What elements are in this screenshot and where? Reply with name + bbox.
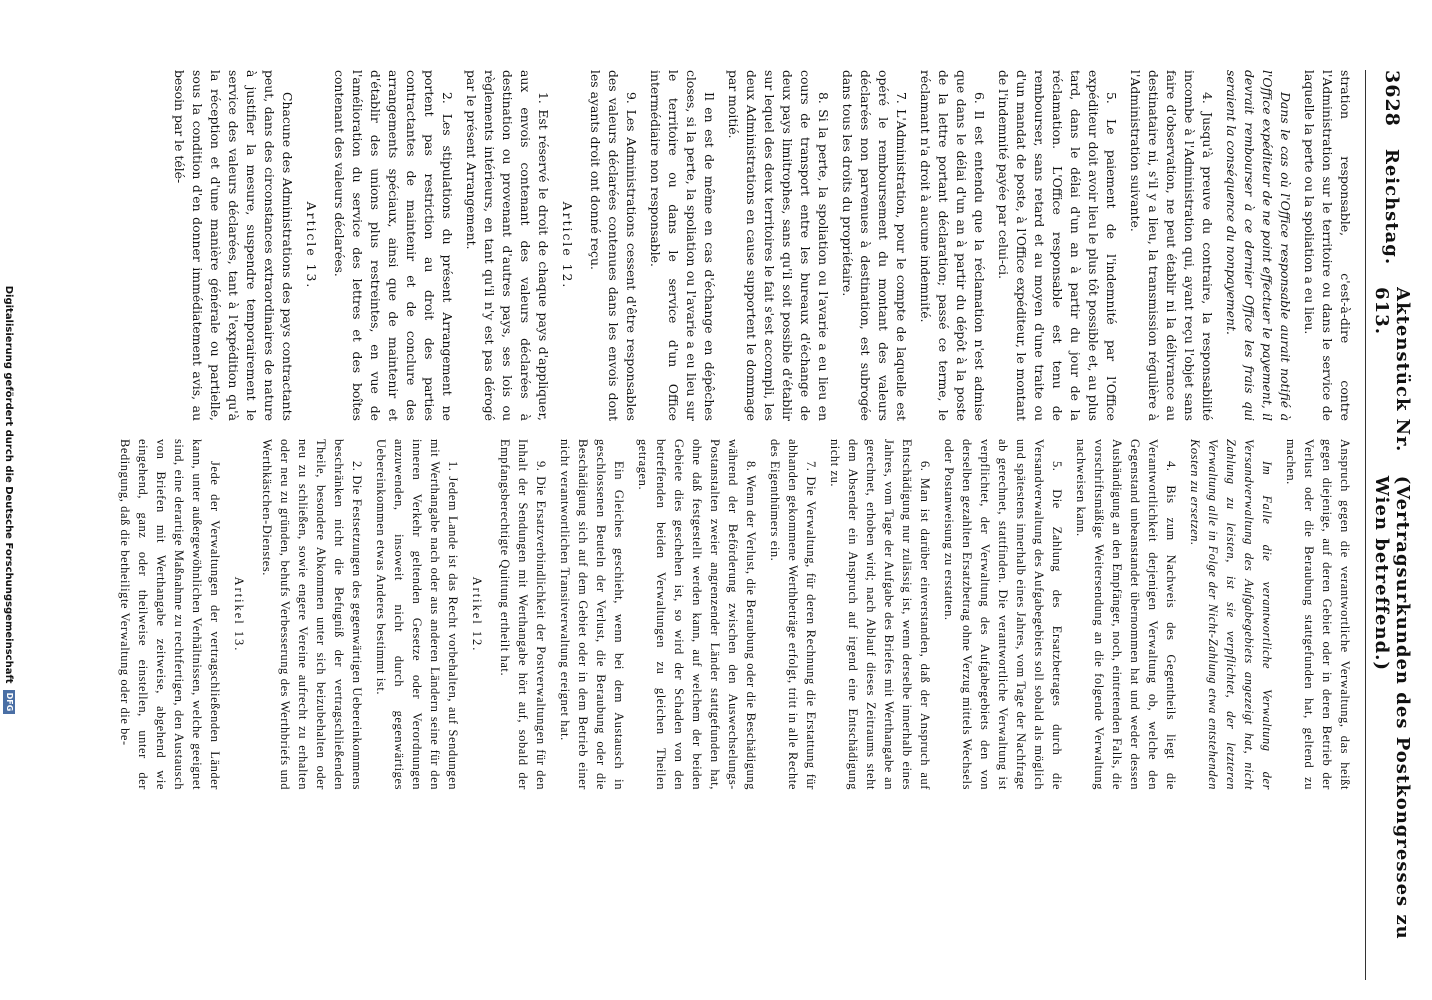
italic-text: Im Falle die verantwortliche Verwaltung der Versandverwaltung des Aufgabegebiets angezeigt hat, nicht Zahlung zu leisten, ist sie verpflichtet, der letzteren Verwaltung alle in Folge der Nicht-Zahlung etwa entstehenden Kosten zu ersetzen. [1188, 439, 1274, 790]
dfg-logo: DFG [3, 690, 15, 715]
paragraph: Chacune des Administrations des pays contractants peut, dans des circonstances extraordinaires de nature à justifier la mesure, suspendre temporairement le service des valeurs déclarées, tant à l'expédition qu'à la réception et d'une manière générale ou partielle, sous la condition d'en donner immédiatement avis, au besoin par le télé- [172, 70, 295, 421]
paragraph: 1. Jedem Lande ist das Recht vorbehalten, auf Sendungen mit Werthangabe nach oder aus anderen Ländern seine für den inneren Verkehr geltenden Gesetze oder Verordnungen anzuwenden, insoweit nicht durch gegenwärtiges Uebereinkommen etwas Anderes bestimmt ist. [374, 439, 460, 790]
german-column [16, 439, 1354, 790]
paragraph [1222, 70, 1294, 421]
page-title: (Vertragsurkunden des Postkongresses zu Wien betreffend.) [1371, 475, 1413, 940]
paragraph: 5. Die Zahlung des Ersatzbetrages durch die Versandverwaltung des Aufgabegebiets soll sobald als möglich und spätestens innerhalb eines Jahres, vom Tage der Nachfrage ab gerechnet, stattfinden. Die verantwortliche Verwaltung ist verpflichtet, der Verwaltung des Aufgabegebiets den von derselben gezahlten Ersatzbetrag ohne Verzug mittels Wechsels oder Postanweisung zu erstatten. [942, 439, 1064, 790]
paragraph: 9. Die Ersatzverbindlichkeit der Postverwaltungen für den Inhalt der Sendungen mit Werthangabe hört auf, sobald der Empfangsberechtigte Quittung ertheilt hat. [498, 439, 548, 790]
article-heading: Article 12. [560, 201, 575, 290]
paragraph: 6. Man ist darüber einverstanden, daß der Anspruch auf Entschädigung nur zulässig ist, wenn derselbe innerhalb eines Jahres, vom Tage der Aufgabe des Briefes mit Werthangabe an gerechnet, erhoben wird; nach Ablauf dieses Zeitraums steht dem Absender ein Anspruch auf irgend eine Entschädigung nicht zu. [828, 439, 932, 790]
paragraph: 5. Le paiement de l'indemnité par l'Office expéditeur doit avoir lieu le plus tôt possible et, au plus tard, dans le délai d'un an à partir du jour de la réclamation. L'Office responsable est tenu de rembourser, sans retard et au moyen d'une traite ou d'un mandat de poste, à l'Office expéditeur, le montant de l'indemnité payée par celui-ci. [996, 70, 1119, 421]
reichstag-label: Reichstag. [1381, 148, 1403, 266]
paragraph: 4. Bis zum Nachweis des Gegentheils liegt die Verantwortlichkeit derjenigen Verwaltung ob, welche den Gegenstand unbeanstandet übernommen hat und weder dessen Aushändigung an den Empfänger, noch, eintretenden Falls, die vorschriftsmäßige Weitersendung an die folgende Verwaltung nachweisen kann. [1074, 439, 1178, 790]
paragraph: 7. L'Administration, pour le compte de laquelle est opéré le remboursement du montant des valeurs déclarées non parvenues à destination, est subrogée dans tous les droits du propriétaire. [840, 70, 909, 421]
paragraph: 6. Il est entendu que la réclamation n'est admise que dans le délai d'un an à partir du dépôt à la poste de la lettre portant déclaration; passé ce terme, le réclamant n'a droit à aucune indemnité. [918, 70, 987, 421]
paragraph: stration responsable, c'est-à-dire contre l'Administration sur le territoire ou dans le service de laquelle la perte ou la spoliation a eu lieu. [1302, 70, 1353, 421]
paragraph: 2. Les stipulations du présent Arrangement ne portent pas restriction au droit des parties contractantes de maintenir et de conclure des arrangements spéciaux, ainsi que de maintenir et d'établir des unions plus restreintes, en vue de l'amélioration du service des lettres et des boîtes contenant des valeurs déclarées. [332, 70, 455, 421]
article-heading: Article 13. [304, 201, 319, 290]
stamp-text: Digitalisierung gefördert durch die Deutsche Forschungsgemeinschaft [3, 285, 15, 684]
paragraph: 2. Die Festsetzungen des gegenwärtigen Uebereinkommens beschränken nicht die Befugniß der vertragschließenden Theile, besondere Abkommen unter sich beizubehalten oder neu zu schließen, sowie engere Vereine aufrecht zu erhalten oder neu zu gründen, behufs Verbesserung des Werthbriefs und Werthkästchen-Dienstes. [260, 439, 364, 790]
paragraph [1186, 439, 1276, 790]
page-header [1372, 70, 1412, 980]
article-heading: Artikel 12. [470, 576, 484, 653]
paragraph: 9. Les Administrations cessent d'être responsables des valeurs déclarées contenues dans les envois dont les ayants droit ont donné reçu. [588, 70, 639, 421]
paragraph: Anspruch gegen die verantwortliche Verwaltung, das heißt gegen diejenige, auf deren Gebiet oder in deren Betrieb der Verlust oder die Beraubung stattgefunden hat, geltend zu machen. [1284, 439, 1352, 790]
french-column [16, 70, 1354, 421]
paragraph: Jede der Verwaltungen der vertragschließenden Länder kann, unter außergewöhnlichen Verhältnissen, welche geeignet sind, eine derartige Maßnahme zu rechtfertigen, den Austausch von Briefen mit Werthangabe zeitweise, abgehend wie eingehend, ganz oder theilweise einstellen, unter der Bedingung, daß die betheiligte Verwaltung oder die be- [118, 439, 222, 790]
document-number: Aktenstück Nr. 613. [1371, 287, 1413, 453]
paragraph: 8. Si la perte, la spoliation ou l'avarie a eu lieu en cours de transport entre les bureaux d'échange de deux pays limitrophes, sans qu'il soit possible d'établir sur lequel des deux territoires le fait s'est accompli, les deux Administrations en cause supportent le dommage par moitié. [726, 70, 831, 421]
text-columns [16, 70, 1354, 790]
header-divider [1365, 70, 1366, 980]
paragraph: 4. Jusqu'à preuve du contraire, la responsabilité incombe à l'Administration qui, ayant reçu l'objet sans faire d'observation, ne peut établir ni la délivrance au destinataire ni, s'il y a lieu, la transmission régulière à l'Administration suivante. [1128, 70, 1215, 421]
digitization-stamp [2, 20, 16, 980]
paragraph: 1. Est réservé le droit de chaque pays d'appliquer, aux envois contenant des valeurs déclarées à destination ou provenant d'autres pays, ses lois ou règlements intérieurs, en tant qu'il n'y est pas dérogé par le présent Arrangement. [464, 70, 551, 421]
paragraph: Ein Gleiches geschieht, wenn bei dem Austausch in geschlossenen Beuteln der Verlust, die Beraubung oder die Beschädigung sich auf dem Gebiet oder in dem Betrieb einer nicht verantwortlichen Transitverwaltung ereignet hat. [558, 439, 626, 790]
paragraph: Il en est de même en cas d'échange en dépêches closes, si la perte, la spoliation ou l'avarie a eu lieu sur le territoire ou dans le service d'un Office intermédiaire non responsable. [648, 70, 717, 421]
italic-text: Dans le cas où l'Office responsable aurait notifié à l'Office expéditeur de ne point effectuer le payement, il devrait rembourser à ce dernier Office les frais qui seraient la conséquence du nonpayement. [1224, 70, 1293, 421]
article-heading: Artikel 13. [232, 576, 246, 653]
paragraph: 8. Wenn der Verlust, die Beraubung oder die Beschädigung während der Beförderung zwischen den Auswechselungs-Postanstalten zweier angrenzender Länder stattgefunden hat, ohne daß festgestellt werden kann, auf welchem der beiden Gebiete dies geschehen ist, so wird der Schaden von den betreffenden beiden Verwaltungen zu gleichen Theilen getragen. [636, 439, 758, 790]
page-number: 3628 [1381, 70, 1403, 127]
paragraph: 7. Die Verwaltung, für deren Rechnung die Erstattung für abhanden gekommene Werthbeträge erfolgt, tritt in alle Rechte des Eigenthümers ein. [768, 439, 818, 790]
